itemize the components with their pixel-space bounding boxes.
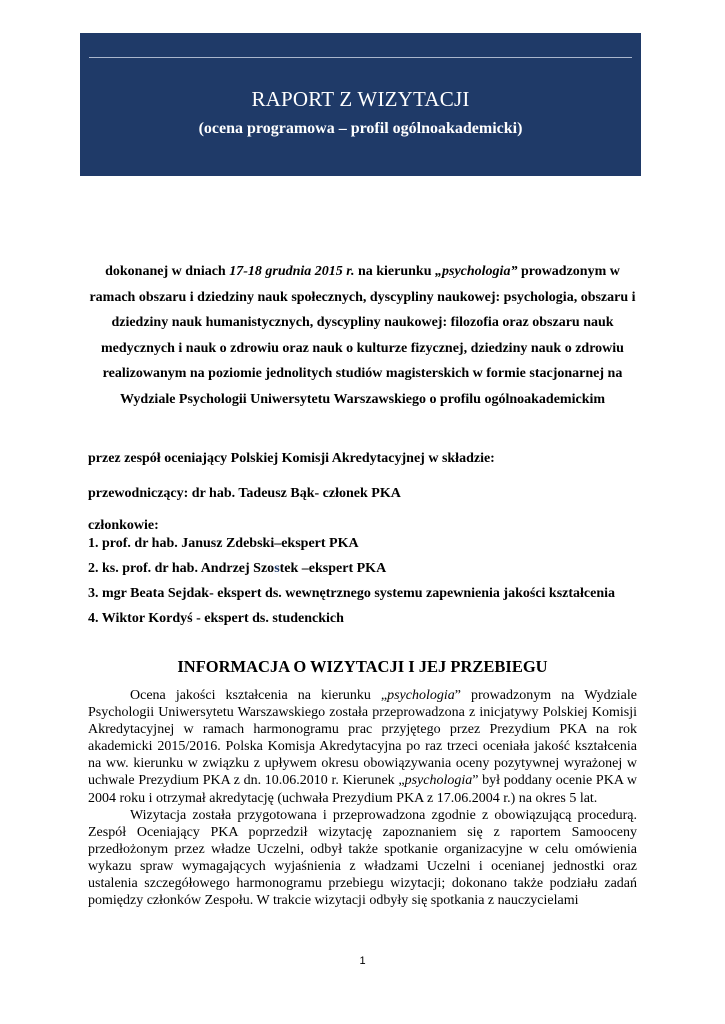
report-intro-paragraph [88, 259, 637, 412]
title-banner [80, 33, 641, 176]
team-intro: przez zespół oceniający Polskiej Komisji Akredytacyjnej w składzie: [88, 451, 495, 466]
member-2-part-c: tek –ekspert PKA [279, 561, 387, 576]
member-2-part-a: 2. ks. prof. dr hab. Andrzej Szo [88, 561, 275, 576]
intro-text-1: dokonanej w dniach [105, 264, 230, 279]
section-body [88, 687, 637, 909]
member-4: 4. Wiktor Kordyś - ekspert ds. studenckich [88, 611, 344, 626]
member-1: 1. prof. dr hab. Janusz Zdebski–ekspert PKA [88, 536, 359, 551]
p1-text-c: ” prowadzonym na Wydziale Psychologii Uniwersytetu Warszawskiego została przeprowadzona z inicjatywy Polskiej Komisji Akredytacyjnej w ramach harmonogramu prac przyjętego przez Prezydium PKA na rok akademicki 2015/2016. Polska Komisja Akredytacyjna po raz trzeci oceniała jakość kształcenia na ww. kierunku w związku z upływem okresu obowiązywania oceny pozytywnej wyrażonej w uchwale Prezydium PKA z dn. 10.06.2010 r. Kierunek „ [88, 688, 637, 789]
p1-text-a: Ocena jakości kształcenia na kierunku „ [130, 688, 388, 703]
member-2-part-b: s [274, 561, 280, 576]
p1-italic-1: psychologia [387, 688, 455, 703]
banner-divider [89, 57, 632, 58]
team-chair: przewodniczący: dr hab. Tadeusz Bąk- członek PKA [88, 486, 401, 501]
intro-text-3: prowadzonym w ramach obszaru i dziedziny nauk społecznych, dyscypliny naukowej: psychologia, obszaru i dziedziny nauk humanistycznych, dyscypliny naukowej: filozofia oraz obszaru nauk medycznych i nauk o zdrowiu oraz nauk o kulturze fizycznej, dziedziny nauk o zdrowiu realizowanym na poziomie jednolitych studiów magisterskich w formie stacjonarnej na Wydziale Psychologii Uniwersytetu Warszawskiego o profilu ogólnoakademickim [89, 264, 636, 407]
section-heading: INFORMACJA O WIZYTACJI I JEJ PRZEBIEGU [177, 657, 548, 676]
p1-italic-2: psychologia [404, 773, 473, 789]
report-title: RAPORT Z WIZYTACJI [251, 87, 470, 111]
member-2 [88, 561, 386, 577]
intro-field: „psychologia” [435, 264, 518, 279]
page-number: 1 [359, 955, 366, 967]
intro-dates: 17-18 grudnia 2015 r. [229, 264, 355, 279]
member-3: 3. mgr Beata Sejdak- ekspert ds. wewnętrznego systemu zapewnienia jakości kształcenia [88, 586, 616, 601]
intro-text-2: na kierunku [354, 264, 435, 279]
p1-text-e: ” był poddany ocenie PKA w 2004 roku i otrzymał akredytację (uchwała Prezydium PKA z 17.06.2004 r.) na okres 5 lat. [88, 773, 637, 806]
members-label: członkowie: [88, 518, 159, 533]
paragraph-1 [88, 687, 637, 807]
paragraph-2: Wizytacja została przygotowana i przeprowadzona zgodnie z obowiązującą procedurą. Zespół Oceniający PKA poprzedził wizytację zapoznaniem się z raportem Samooceny przedłożonym przez władze Uczelni, odbył także spotkanie organizacyjne w celu omówienia wykazu spraw wymagających wyjaśnienia z władzami Uczelni i ocenianej jednostki oraz ustalenia szczegółowego harmonogramu przebiegu wizytacji; dokonano także podziału zadań pomiędzy członków Zespołu. W trakcie wizytacji odbyły się spotkania z nauczycielami [88, 807, 637, 909]
report-subtitle: (ocena programowa – profil ogólnoakademicki) [198, 120, 523, 137]
